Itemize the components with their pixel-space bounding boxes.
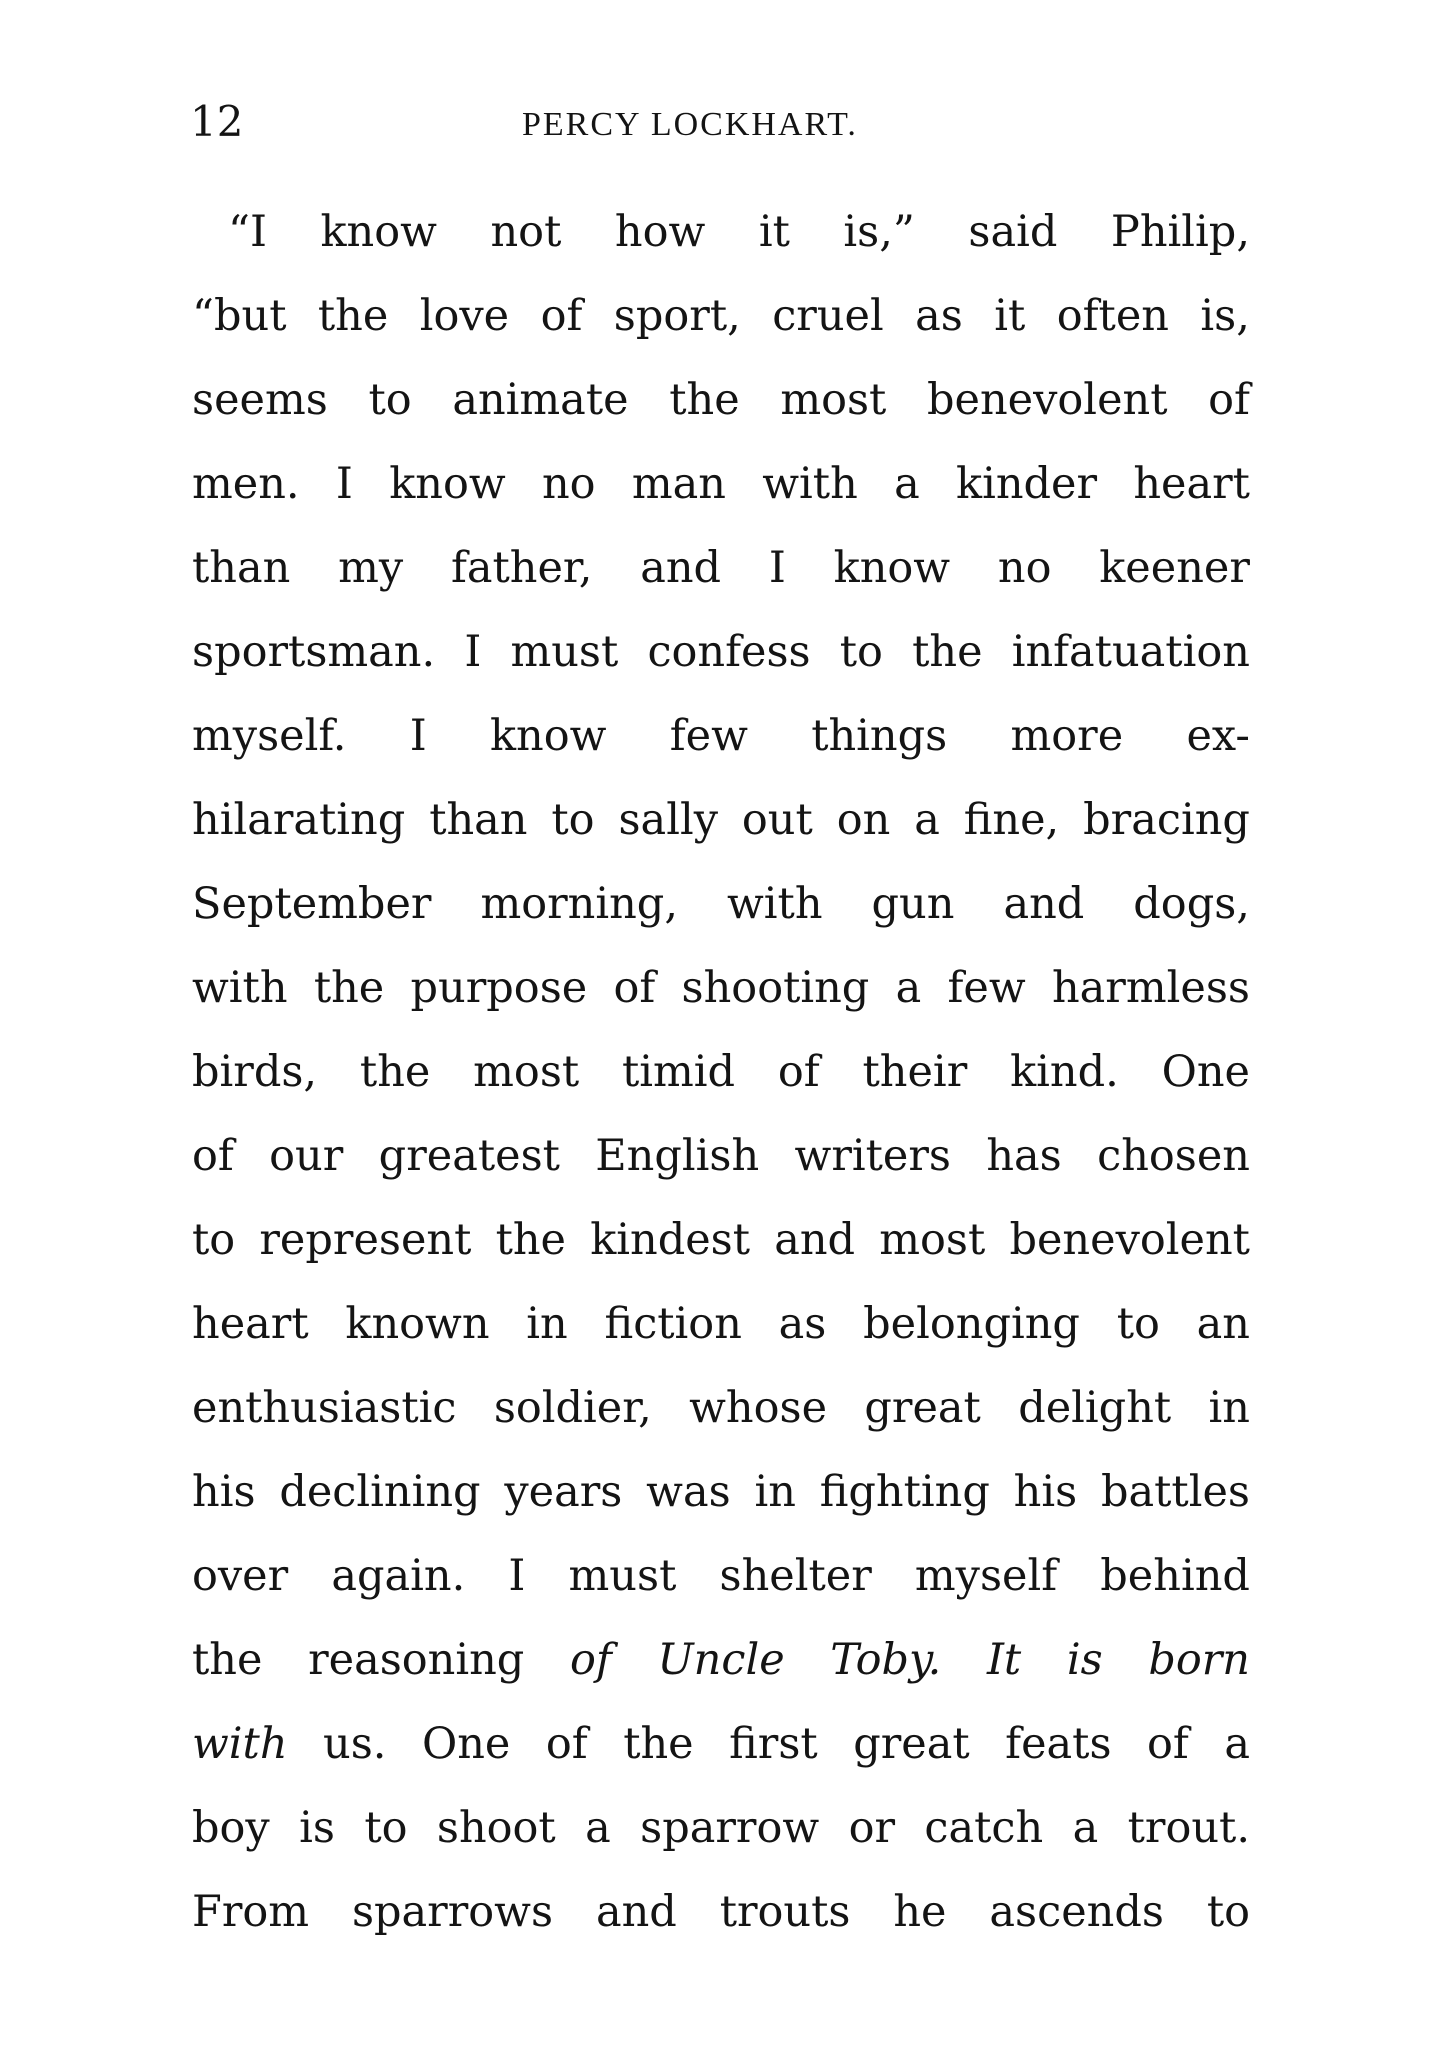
text-line: sportsman. I must confess to the infatuation <box>192 627 1250 677</box>
text-line: “but the love of sport, cruel as it often is, <box>192 291 1250 341</box>
text-line: with the purpose of shooting a few harmless <box>192 963 1250 1013</box>
running-head <box>190 92 1250 152</box>
text-line: of our greatest English writers has chosen <box>192 1131 1250 1181</box>
text-line: September morning, with gun and dogs, <box>192 879 1250 929</box>
text-line: men. I know no man with a kinder heart <box>192 459 1250 509</box>
body-text <box>192 190 1250 1954</box>
text-line: his declining years was in fighting his battles <box>192 1467 1250 1517</box>
text-line: seems to animate the most benevolent of <box>192 375 1250 425</box>
text-line: “I know not how it is,” said Philip, <box>228 207 1250 257</box>
text-line: myself. I know few things more ex- <box>192 711 1250 761</box>
running-title: PERCY LOCKHART. <box>522 106 858 143</box>
text-line: birds, the most timid of their kind. One <box>192 1047 1250 1097</box>
text-line: than my father, and I know no keener <box>192 543 1250 593</box>
text-line: heart known in fiction as belonging to an <box>192 1299 1250 1349</box>
text-line: boy is to shoot a sparrow or catch a trout. <box>192 1803 1250 1853</box>
text-line: over again. I must shelter myself behind <box>192 1551 1250 1601</box>
text-line: with us. One of the first great feats of a <box>192 1719 1250 1769</box>
text-line: From sparrows and trouts he ascends to <box>192 1887 1250 1937</box>
page-number: 12 <box>190 97 244 146</box>
text-line: to represent the kindest and most benevolent <box>192 1215 1250 1265</box>
text-line: hilarating than to sally out on a fine, bracing <box>192 795 1250 845</box>
text-line: enthusiastic soldier, whose great delight in <box>192 1383 1250 1433</box>
text-line: the reasoning of Uncle Toby. It is born <box>192 1635 1250 1685</box>
